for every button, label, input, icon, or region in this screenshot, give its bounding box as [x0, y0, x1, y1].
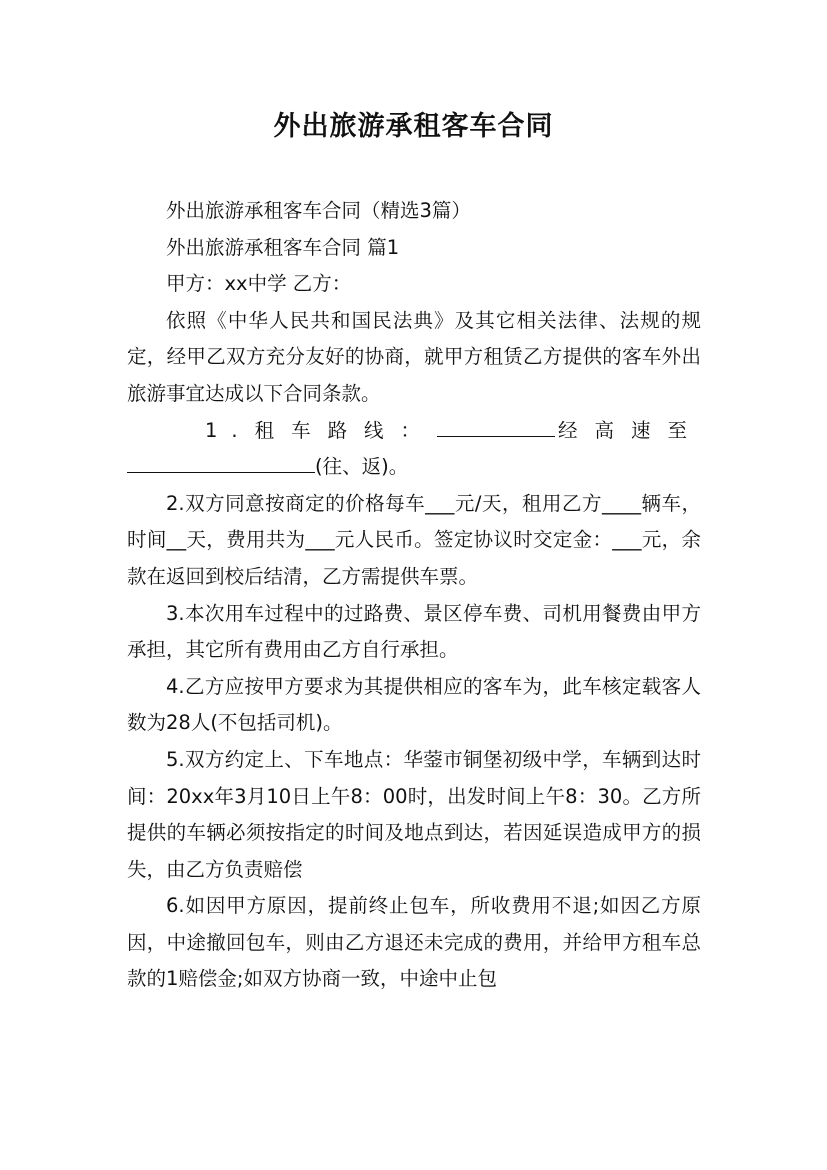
document-body	[127, 193, 701, 998]
clause-1-via: 经高速至	[555, 418, 701, 442]
paragraph-clause-1-continued	[127, 449, 701, 486]
paragraph-clause-6: 6.如因甲方原因，提前终止包车，所收费用不退;如因乙方原因，中途撤回包车，则由乙方退还未完成的费用，并给甲方租车总款的1赔偿金;如双方协商一致，中途中止包	[127, 894, 701, 991]
clause-1-tail: (往、返)。	[315, 455, 409, 479]
paragraph-parties: 甲方：xx中学 乙方：	[166, 272, 352, 296]
paragraph-clause-5: 5.双方约定上、下车地点：华蓥市铜堡初级中学，车辆到达时间：20xx年3月10日上午8：00时，出发时间上午8：30。乙方所提供的车辆必须按指定的时间及地点到达，若因延误造成甲方的损失，由乙方负责赔偿	[127, 747, 701, 881]
paragraph-subtitle: 外出旅游承租客车合同（精选3篇）	[166, 199, 471, 222]
paragraph-clause-2: 2.双方同意按商定的价格每车___元/天，租用乙方____辆车，时间__天，费用共为___元人民币。签定协议时交定金：___元，余款在返回到校后结清，乙方需提供车票。	[127, 491, 701, 588]
paragraph-preamble: 依照《中华人民共和国民法典》及其它相关法律、法规的规定，经甲乙双方充分友好的协商，就甲方租赁乙方提供的客车外出旅游事宜达成以下合同条款。	[127, 308, 701, 405]
paragraph-clause-4: 4.乙方应按甲方要求为其提供相应的客车为，此车核定载客人数为28人(不包括司机)。	[127, 674, 701, 735]
clause-1-label: 1.租车路线：	[205, 418, 438, 442]
route-blank	[437, 415, 555, 436]
destination-blank	[127, 452, 315, 473]
document-title: 外出旅游承租客车合同	[273, 111, 554, 142]
paragraph-clause-1	[127, 413, 701, 450]
paragraph-section-heading: 外出旅游承租客车合同 篇1	[166, 235, 400, 259]
paragraph-clause-3: 3.本次用车过程中的过路费、景区停车费、司机用餐费由甲方承担，其它所有费用由乙方自行承担。	[127, 601, 701, 662]
